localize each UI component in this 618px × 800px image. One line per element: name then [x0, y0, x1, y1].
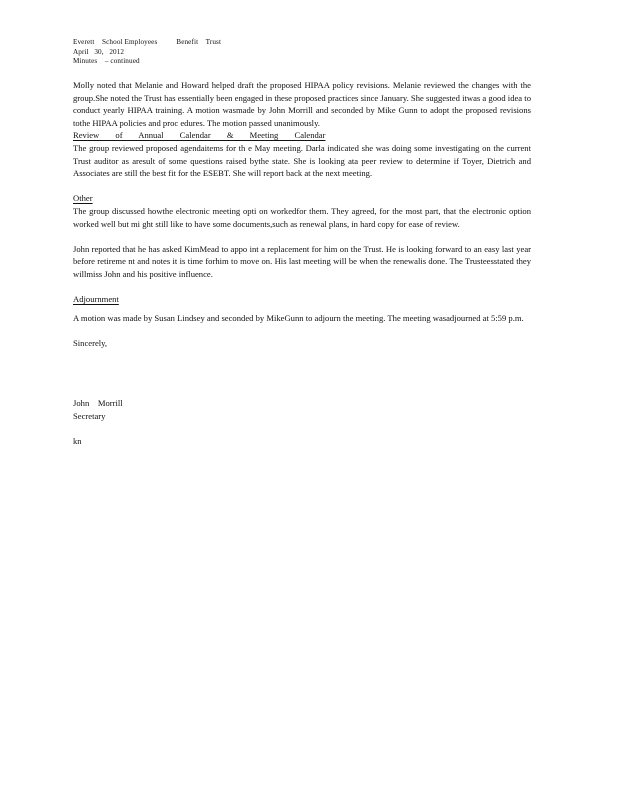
- adjournment-paragraph: A motion was made by Susan Lindsey and seconded by MikeGunn to adjourn the meeting. The meeting wasadjourned at 5:59 p.m.: [73, 312, 524, 323]
- other-heading: Other: [73, 193, 93, 204]
- review-calendar-paragraph: The group reviewed proposed agendaitems for th e May meeting. Darla indicated she was doing some investigating on the current Trust auditor as aresult of some questions raised bythe state. She is looking ata peer review to determine if Toyer, Dietrich and Associates are still the best fit for the ESEBT. She will report back at the next meeting.: [73, 142, 531, 179]
- other-paragraph: The group discussed howthe electronic meeting opti on workedfor them. They agreed, for the most part, that the electronic option worked well but mi ght still like to have some documents,such as renewal plans, in hard copy for ease of review.: [73, 205, 531, 229]
- hipaa-paragraph: Molly noted that Melanie and Howard helped draft the proposed HIPAA policy revisions. Melanie reviewed the changes with the group.She noted the Trust has essentially been engaged in these proposed practices since January. She suggested itwas a good idea to conduct yearly HIPAA training. A motion wasmade by John Morrill and seconded by Mike Gunn to adopt the proposed revisions tothe HIPAA policies and proc edures. The motion passed unanimously.: [73, 80, 531, 128]
- adjournment-heading: Adjournment: [73, 294, 119, 305]
- document-header: [73, 38, 553, 67]
- document-body: [73, 79, 531, 448]
- closing-salutation: Sincerely,: [73, 337, 108, 348]
- signature-title: Secretary: [73, 411, 106, 422]
- typist-initials: kn: [73, 436, 82, 447]
- header-date: April 30, 2012: [73, 47, 125, 56]
- header-organization: Everett School Employees Benefit Trust: [73, 38, 222, 46]
- review-calendar-heading: Review of Annual Calendar & Meeting Calendar: [73, 130, 326, 141]
- signature-name: John Morrill: [73, 398, 123, 409]
- header-minutes-label: Minutes – continued: [73, 57, 140, 65]
- john-report-paragraph: John reported that he has asked KimMead to appo int a replacement for him on the Trust. He is looking forward to an easy last year before retireme nt and notes it is time forhim to move on. His last meeting will be when the renewalis done. The Trusteesstated they willmiss John and his positive influence.: [73, 243, 531, 279]
